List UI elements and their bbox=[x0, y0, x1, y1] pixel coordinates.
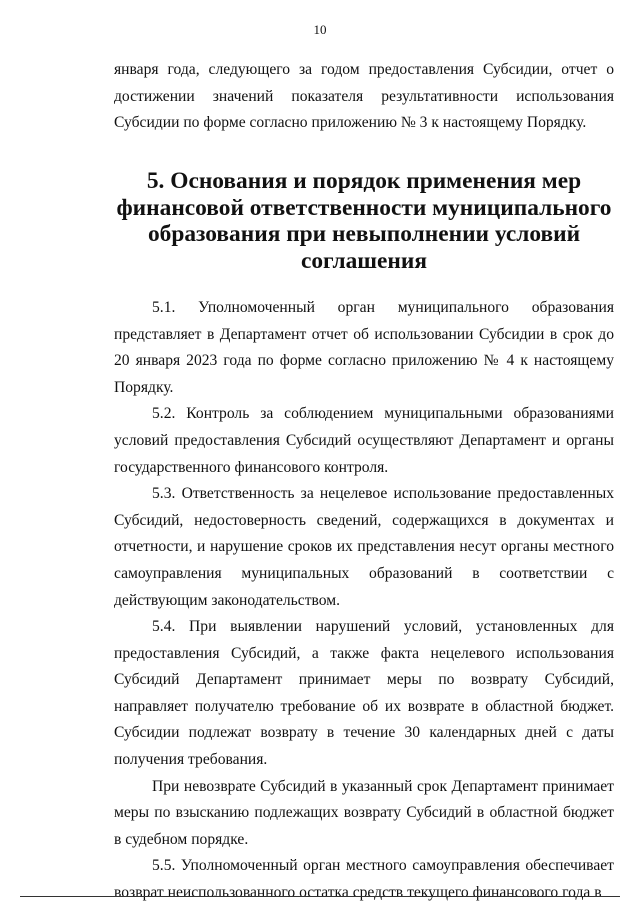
paragraph-5-1: 5.1. Уполномоченный орган муниципального образования представляет в Департамент отчет об использовании Субсидии в срок до 20 января 2023 года по форме согласно приложению № 4 к настоящему Порядку. bbox=[114, 298, 614, 396]
paragraph-5-5: 5.5. Уполномоченный орган местного самоуправления обеспечивает возврат неиспользованного остатка средств текущего финансового года в bbox=[114, 857, 614, 902]
paragraph-5-3: 5.3. Ответственность за нецелевое использование предоставленных Субсидий, недостоверность сведений, содержащихся в документах и отчетности, и нарушение сроков их представления несут органы местного самоуправления муниципальных образований в соответствии с действующим законодательством. bbox=[114, 485, 614, 609]
section-5-title: 5. Основания и порядок применения мер финансовой ответственности муниципального образования при невыполнении условий соглашения bbox=[116, 167, 612, 275]
paragraph-intro: января года, следующего за годом предоставления Субсидии, отчет о достижении значений показателя результативности использования Субсидии по форме согласно приложению № 3 к настоящему Порядку. bbox=[114, 61, 614, 132]
page-number: 10 bbox=[313, 22, 327, 37]
document-body bbox=[114, 57, 614, 907]
paragraph-5-2: 5.2. Контроль за соблюдением муниципальными образованиями условий предоставления Субсидий осуществляют Департамент и органы государственного финансового контроля. bbox=[114, 405, 614, 476]
footer-divider bbox=[20, 896, 620, 897]
paragraph-5-4-continued: При невозврате Субсидий в указанный срок Департамент принимает меры по взысканию подлежащих возврату Субсидий в областной бюджет в судебном порядке. bbox=[114, 777, 614, 848]
paragraph-5-4: 5.4. При выявлении нарушений условий, установленных для предоставления Субсидий, а также факта нецелевого использования Субсидий Департамент принимает меры по возврату Субсидий, направляет получателю требование об их возврате в областной бюджет. Субсидии подлежат возврату в течение 30 календарных дней с даты получения требования. bbox=[114, 618, 614, 769]
